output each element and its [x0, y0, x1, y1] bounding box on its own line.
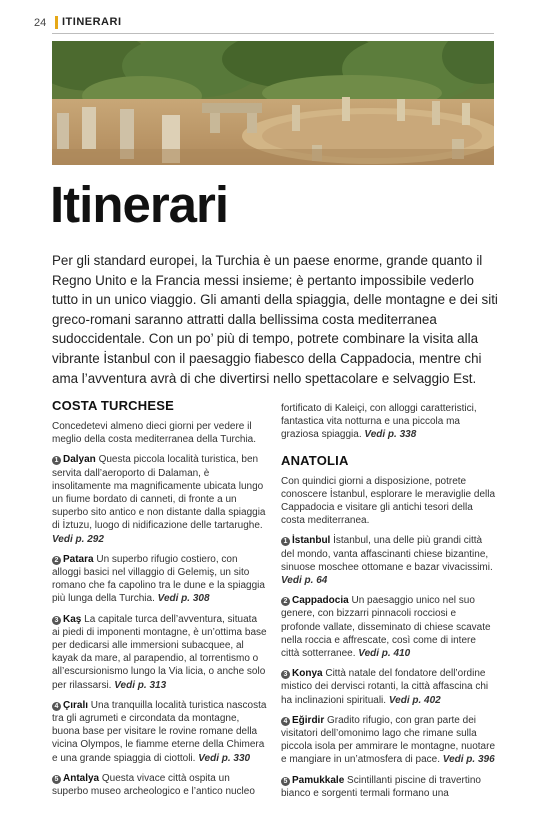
entry-text: La capitale turca dell’avventura, situata ai piedi di imponenti montagne, è un’ottima base per dedicarsi alle immersioni subacquee, al kayak da mare, al parapendio, al torrentismo o all’escursionismo lungo la Via licia, o anche solo per rilassarsi.	[52, 613, 267, 691]
header-divider	[52, 33, 494, 34]
page-reference: Vedi p. 338	[364, 429, 417, 441]
page-reference: Vedi p. 313	[114, 679, 167, 691]
itinerary-entry-cappadocia	[281, 594, 496, 660]
page-reference: Vedi p. 64	[281, 575, 328, 587]
section-intro: Con quindici giorni a disposizione, potrete conoscere İstanbul, esplorare le meraviglie della Cappadocia e visitare gli antichi tesori della costa mediterranea.	[281, 475, 496, 527]
number-badge: 5	[52, 775, 61, 784]
number-badge: 2	[52, 556, 61, 565]
entry-place: İstanbul	[292, 535, 331, 547]
entry-text: İstanbul, una delle più grandi città del mondo, vanta affascinanti chiese bizantine, sinuose moschee ottomane e bazar vivacissimi.	[281, 535, 493, 573]
number-badge: 4	[281, 717, 290, 726]
left-column	[52, 398, 267, 805]
itinerary-entry-cirali	[52, 699, 267, 765]
header-accent-bar	[55, 16, 58, 29]
itinerary-entry-dalyan	[52, 453, 267, 545]
entry-place: Pamukkale	[292, 774, 345, 786]
itinerary-entry-konya	[281, 667, 496, 707]
right-column	[281, 402, 496, 807]
entry-place: Patara	[63, 553, 94, 565]
entry-text: Un superbo rifugio costiero, con alloggi basici nel villaggio di Gelemiş, un sito romano che fa capolino tra le dune e la spiaggia più lunga della Turchia.	[52, 553, 265, 605]
entry-text: Questa piccola località turistica, ben servita dall’aeroporto di Dalaman, è insolitamente ma magnificamente ubicata lungo un fiume bordato di canneti, di fronte a un superbo sito antico e non distante dalla spiaggia di İztuzu, luogo di nidificazione delle tartarughe.	[52, 454, 266, 532]
page-reference: Vedi p. 410	[358, 648, 411, 660]
continued-text	[281, 402, 496, 442]
entry-place: Kaş	[63, 613, 82, 625]
number-badge: 3	[52, 616, 61, 625]
page-reference: Vedi p. 292	[52, 533, 104, 545]
itinerary-entry-pamukkale	[281, 774, 496, 800]
page-reference: Vedi p. 308	[157, 593, 210, 605]
entry-place: Dalyan	[63, 454, 96, 466]
itinerary-entry-egirdir	[281, 714, 496, 767]
section-intro: Concedetevi almeno dieci giorni per vedere il meglio della costa mediterranea della Turchia.	[52, 421, 256, 446]
intro-paragraph: Per gli standard europei, la Turchia è un paese enorme, grande quanto il Regno Unito e la Francia messi insieme; è pertanto impossibile vederlo tutto in un unico viaggio. Gli amanti della spiaggia, delle montagne e dei siti greco-romani saranno attratti dalla bellissima costa mediterranea sudoccidentale. Con un po’ più di tempo, potrete combinare la visita alla vibrante İstanbul con il paesaggio fiabesco della Cappadocia, mentre chi ama l’avventura avrà di che divertirsi nello spettacolare e selvaggio Est.	[52, 253, 498, 386]
entry-text: Gradito rifugio, con gran parte dei visitatori dell’omonimo lago che rimane sulla piccola isola per ammirare le montagne, nuotare e mangiare in un’atmosfera di pace.	[281, 714, 495, 766]
number-badge: 1	[281, 537, 290, 546]
number-badge: 4	[52, 702, 61, 711]
itinerary-entry-kas	[52, 613, 267, 692]
entry-text: Un paesaggio unico nel suo genere, con bizzarri pinnacoli rocciosi e profonde vallate, disseminato di chiese scavate nella roccia e affrescate, così come di intere città sotterranee.	[281, 595, 491, 660]
entry-text: Scintillanti piscine di travertino bianco e sorgenti termali formano una	[281, 774, 481, 799]
page-title: Itinerari	[50, 176, 229, 233]
number-badge: 1	[52, 456, 61, 465]
number-badge: 5	[281, 777, 290, 786]
continued-entry-text: fortificato di Kaleiçi, con alloggi caratteristici, fantastica vita notturna e una piccola ma graziosa spiaggia.	[281, 403, 477, 441]
section-title-costa-turchese: COSTA TURCHESE	[52, 398, 174, 413]
header-section-title: ITINERARI	[62, 16, 122, 28]
itinerary-entry-istanbul	[281, 534, 496, 587]
entry-text: Questa vivace città ospita un superbo museo archeologico e l’antico nucleo	[52, 772, 255, 798]
entry-place: Çıralı	[63, 699, 89, 711]
number-badge: 3	[281, 670, 290, 679]
running-header	[0, 14, 536, 34]
page-reference: Vedi p. 330	[198, 752, 251, 764]
itinerary-entry-antalya	[52, 772, 267, 798]
number-badge: 2	[281, 597, 290, 606]
entry-place: Konya	[292, 668, 323, 680]
section-title-anatolia: ANATOLIA	[281, 452, 349, 468]
entry-place: Cappadocia	[292, 595, 349, 607]
entry-text: Città natale del fondatore dell’ordine mistico dei dervisci rotanti, la città affascina chi ha inclinazioni spirituali.	[281, 668, 489, 706]
page-reference: Vedi p. 396	[442, 754, 495, 766]
page-reference: Vedi p. 402	[388, 694, 441, 706]
ruins-photo	[52, 41, 494, 165]
entry-text: Una tranquilla località turistica nascosta tra gli agrumeti e circondata da montagne, buona base per visitare le rovine romane della vicina Olympos, le fiamme eterne della Chimera e una grande spiaggia di ciottoli.	[52, 699, 267, 764]
itinerary-entry-patara	[52, 553, 267, 606]
entry-place: Eğirdir	[292, 714, 325, 726]
page-number: 24	[34, 17, 47, 29]
entry-place: Antalya	[63, 772, 100, 784]
